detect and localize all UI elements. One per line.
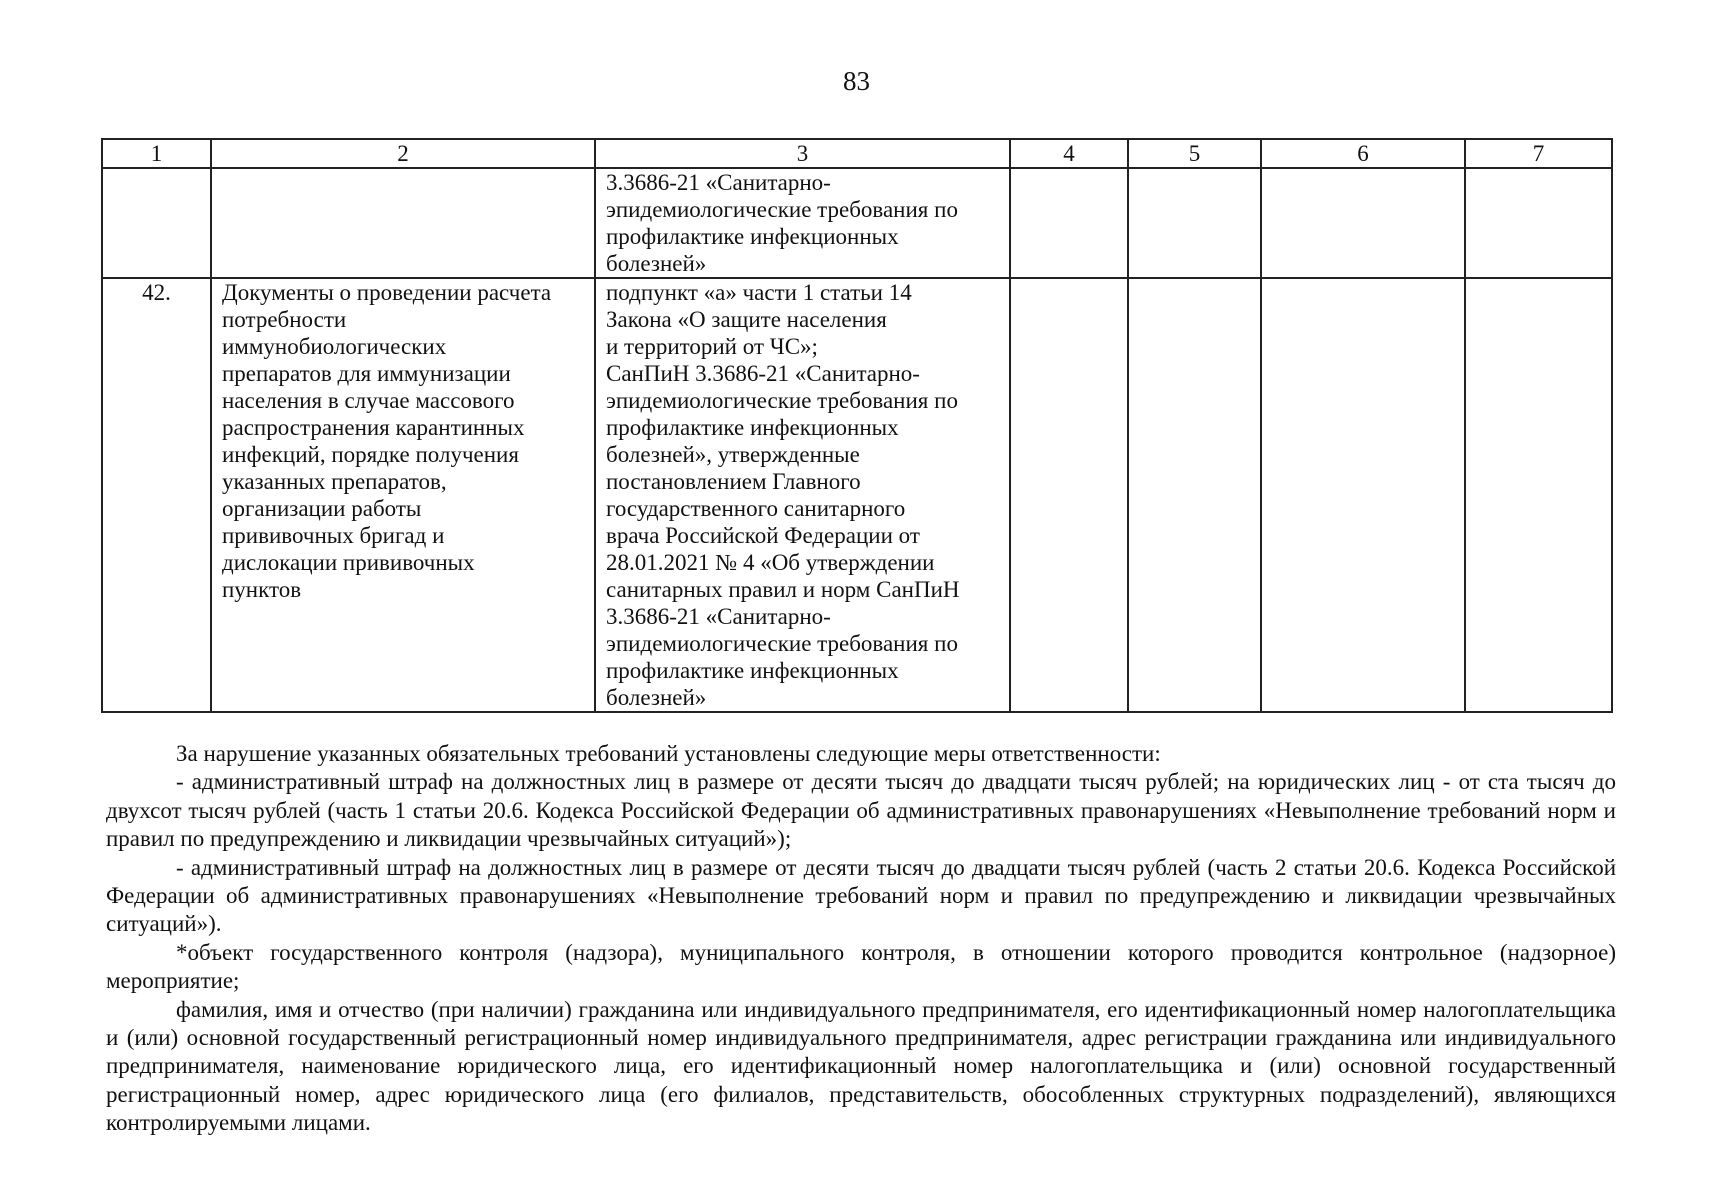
cell-line: эпидемиологические требования по: [606, 631, 958, 656]
cell-line: дислокации прививочных: [222, 550, 475, 575]
cell-line: постановлением Главного: [606, 469, 861, 494]
empty-cell: [1465, 278, 1612, 712]
empty-cell: [1010, 278, 1128, 712]
cell-line: пунктов: [222, 577, 302, 602]
cell-line: подпункт «а» части 1 статьи 14: [606, 280, 912, 305]
fine-part2-paragraph: - административный штраф на должностных лиц в размере от десяти тысяч до двадцати тысяч рублей (часть 2 статьи 20.6. Кодекса Российской Федерации об административных правонарушениях «Невыполнение требований норм и правил по предупреждению и ликвидации чрезвычайных ситуаций»).: [106, 854, 1616, 937]
empty-cell: [1128, 278, 1261, 712]
cell-line: врача Российской Федерации от: [606, 523, 920, 548]
legal-basis-cell: [595, 278, 1010, 712]
cell-line: и территорий от ЧС»;: [606, 334, 818, 359]
cell-line: болезней», утвержденные: [606, 442, 860, 467]
table-row: [102, 278, 1612, 712]
footnote-object-paragraph: *объект государственного контроля (надзора), муниципального контроля, в отношении которого проводится контрольное (надзорное) мероприятие;: [106, 939, 1616, 994]
footnote-details-paragraph: фамилия, имя и отчество (при наличии) гражданина или индивидуального предпринимателя, его идентификационный номер налогоплательщика и (или) основной государственный регистрационный номер индивидуального предпринимателя, адрес регистрации гражданина или индивидуального предпринимателя, наименование юридического лица, его идентификационный номер налогоплательщика и (или) основной государственный регистрационный номер, адрес юридического лица (его филиалов, представительств, обособленных структурных подразделений), являющихся контролируемыми лицами.: [106, 996, 1616, 1136]
fine-part1-paragraph: - административный штраф на должностных лиц в размере от десяти тысяч до двадцати тысяч рублей; на юридических лиц - от ста тысяч до двухсот тысяч рублей (часть 1 статьи 20.6. Кодекса Российской Федерации об административных правонарушениях «Невыполнение требований норм и правил по предупреждению и ликвидации чрезвычайных ситуаций»);: [106, 769, 1616, 852]
column-header-7: 7: [1465, 139, 1612, 168]
page-number: 83: [843, 66, 870, 96]
cell-line: прививочных бригад и: [222, 523, 445, 548]
column-header-5: 5: [1128, 139, 1261, 168]
document-cell: [211, 278, 595, 712]
cell-line: СанПиН 3.3686-21 «Санитарно-: [606, 361, 920, 386]
cell-line: иммунобиологических: [222, 334, 447, 359]
cell-line: профилактике инфекционных: [606, 658, 899, 683]
cell-line: профилактике инфекционных: [606, 224, 899, 249]
table-row: [102, 168, 1612, 278]
empty-cell: [1465, 168, 1612, 278]
cell-line: профилактике инфекционных: [606, 415, 899, 440]
cell-line: эпидемиологические требования по: [606, 388, 958, 413]
column-header-1: 1: [102, 139, 211, 168]
row-number-cell: [102, 168, 211, 278]
cell-line: болезней»: [606, 251, 707, 276]
cell-line: инфекций, порядке получения: [222, 442, 519, 467]
cell-line: 3.3686-21 «Санитарно-: [606, 170, 831, 195]
column-header-4: 4: [1010, 139, 1128, 168]
cell-line: препаратов для иммунизации: [222, 361, 511, 386]
empty-cell: [1261, 278, 1465, 712]
empty-cell: [1128, 168, 1261, 278]
cell-line: населения в случае массового: [222, 388, 515, 413]
cell-line: потребности: [222, 307, 347, 332]
cell-line: 28.01.2021 № 4 «Об утверждении: [606, 550, 935, 575]
cell-line: организации работы: [222, 496, 422, 521]
liability-text: [106, 740, 1616, 1138]
document-cell: [211, 168, 595, 278]
cell-line: государственного санитарного: [606, 496, 906, 521]
cell-line: 3.3686-21 «Санитарно-: [606, 604, 831, 629]
liability-intro-paragraph: За нарушение указанных обязательных требований установлены следующие меры ответственности:: [176, 741, 1161, 766]
cell-line: Закона «О защите населения: [606, 307, 887, 332]
requirements-table: [101, 138, 1613, 713]
cell-line: эпидемиологические требования по: [606, 197, 958, 222]
empty-cell: [1010, 168, 1128, 278]
legal-basis-cell: [595, 168, 1010, 278]
cell-line: указанных препаратов,: [222, 469, 447, 494]
column-header-2: 2: [211, 139, 595, 168]
cell-line: болезней»: [606, 685, 707, 710]
column-header-3: 3: [595, 139, 1010, 168]
cell-line: Документы о проведении расчета: [222, 280, 552, 305]
empty-cell: [1261, 168, 1465, 278]
cell-line: распространения карантинных: [222, 415, 525, 440]
row-number-cell: 42.: [102, 278, 211, 712]
column-header-6: 6: [1261, 139, 1465, 168]
table-header-row: [102, 139, 1612, 168]
cell-line: санитарных правил и норм СанПиН: [606, 577, 960, 602]
